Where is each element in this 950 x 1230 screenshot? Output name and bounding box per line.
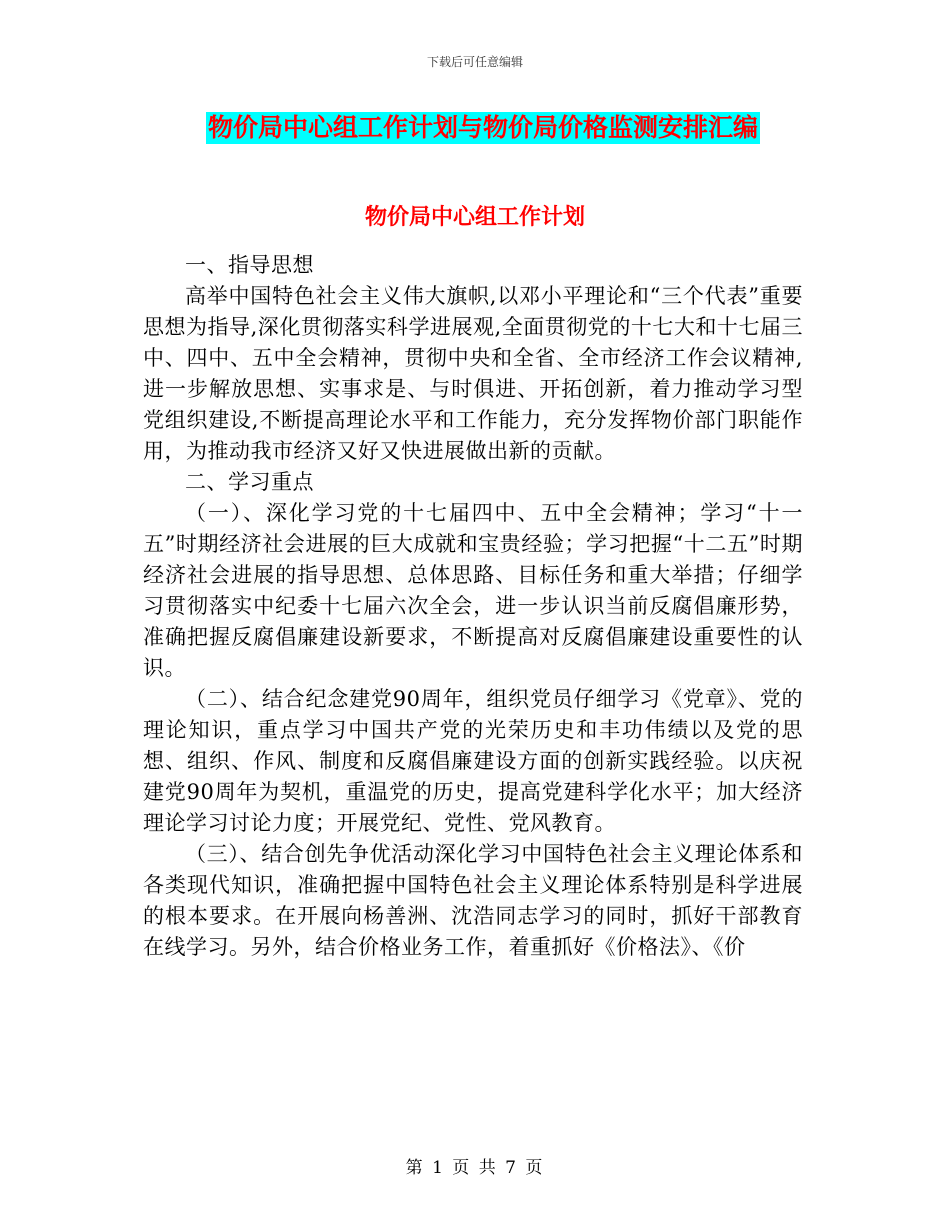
header-note: 下载后可任意编辑 (426, 55, 523, 69)
document-body (143, 250, 803, 963)
heading-study-focus: 二、学习重点 (185, 470, 314, 494)
section-title: 物价局中心组工作计划 (364, 205, 585, 230)
paragraph-study-focus-2: （二）、结合纪念建党90周年，组织党员仔细学习《党章》、党的理论知识，重点学习中国共产党的光荣历史和丰功伟绩以及党的思想、组织、作风、制度和反腐倡廉建设方面的创新实践经验。以庆祝建党90周年为契机，重温党的历史，提高党建科学化水平；加大经济理论学习讨论力度；开展党纪、党性、党风教育。 (143, 687, 803, 835)
document-title-container (206, 112, 760, 144)
paragraph-study-focus-3: （三）、结合创先争优活动深化学习中国特色社会主义理论体系和各类现代知识，准确把握中国特色社会主义理论体系特别是科学进展的根本要求。在开展向杨善洲、沈浩同志学习的同时，抓好干部教育在线学习。另外，结合价格业务工作，着重抓好《价格法》、《价 (143, 842, 803, 959)
paragraph-study-focus-1: （一）、深化学习党的十七届四中、五中全会精神；学习“十一五”时期经济社会进展的巨大成就和宝贵经验；学习把握“十二五”时期经济社会进展的指导思想、总体思路、目标任务和重大举措；仔细学习贯彻落实中纪委十七届六次全会，进一步认识当前反腐倡廉形势，准确把握反腐倡廉建设新要求，不断提高对反腐倡廉建设重要性的认识。 (143, 501, 803, 680)
paragraph-guiding-thought: 高举中国特色社会主义伟大旗帜,以邓小平理论和“三个代表”重要思想为指导,深化贯彻落实科学进展观,全面贯彻党的十七大和十七届三中、四中、五中全会精神，贯彻中央和全省、全市经济工作会议精神,进一步解放思想、实事求是、与时俱进、开拓创新，着力推动学习型党组织建设,不断提高理论水平和工作能力，充分发挥物价部门职能作用，为推动我市经济又好又快进展做出新的贡献。 (143, 284, 803, 463)
document-title: 物价局中心组工作计划与物价局价格监测安排汇编 (208, 113, 759, 142)
heading-guiding-thought: 一、指导思想 (185, 253, 314, 277)
page-footer: 第 1 页 共 7 页 (405, 1158, 545, 1178)
